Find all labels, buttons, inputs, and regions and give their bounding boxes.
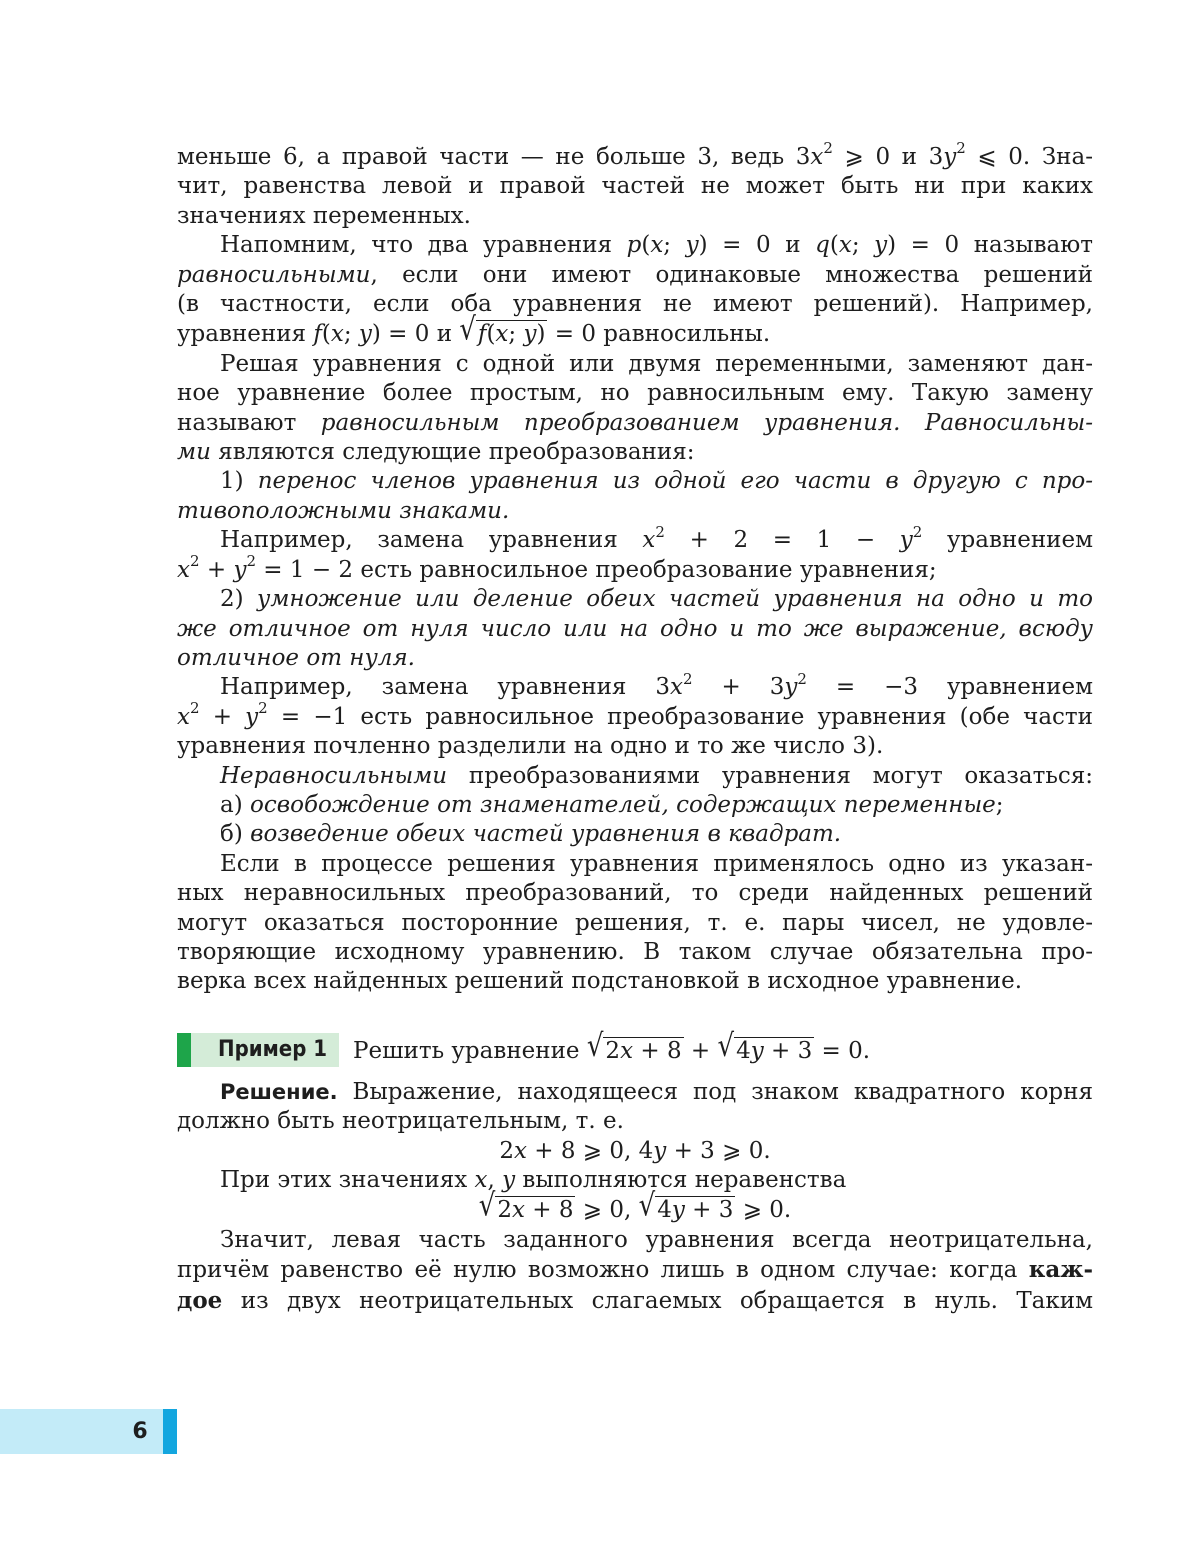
paragraph-3-line-3: называют равносильным преобразованием уравнения. Равносильны- — [177, 409, 1093, 436]
example-text-1-line-2: $x^2 + y^2 = 1 - 2$ есть равносильное преобразование уравнения; — [177, 552, 937, 583]
example-1-heading — [177, 1028, 1093, 1068]
solution-line-3: При этих значениях x, y выполняются неравенства — [220, 1167, 847, 1193]
list-item-2-line-3: отличное от нуля. — [177, 644, 415, 671]
paragraph-5-line-3: могут оказаться посторонние решения, т. е. пары чисел, не удовле- — [177, 909, 1093, 936]
paragraph-2-line-2: равносильными, если они имеют одинаковые множества решений — [177, 261, 1093, 288]
paragraph-1-line-2: чит, равенства левой и правой частей не может быть ни при каких — [177, 173, 1093, 200]
sqrt-expression: √2x + 8 — [586, 1028, 682, 1065]
example-text-2-line-2: $x^2 + y^2 = -1$ есть равносильное преобразование уравнения (обе части — [177, 699, 1093, 730]
solution-display-equation-1: 2x + 8 ⩾ 0, 4y + 3 ⩾ 0. — [499, 1137, 771, 1164]
paragraph-5-line-1: Если в процессе решения уравнения применялось одно из указан- — [220, 850, 1093, 877]
paragraph-2-line-4: уравнения f(x; y) = 0 и √f(x; y) = 0 равносильны. — [177, 312, 771, 349]
list-item-1-line-1: 1) перенос членов уравнения из одной его части в другую с про- — [220, 468, 1093, 495]
page-number: 6 — [132, 1419, 148, 1444]
page-body — [177, 139, 1094, 1316]
sqrt-expression: √4y + 3 — [638, 1188, 734, 1225]
sqrt-expression: √4y + 3 — [717, 1028, 813, 1065]
list-item-2-line-2: же отличное от нуля число или на одно и то же выражение, всюду — [177, 615, 1093, 642]
solution-line-4: Значит, левая часть заданного уравнения всегда неотрицательна, — [220, 1226, 1093, 1253]
paragraph-2-line-3: (в частности, если оба уравнения не имеют решений). Например, — [177, 291, 1093, 318]
paragraph-4-line-1: Неравносильными преобразованиями уравнения могут оказаться: — [220, 762, 1093, 789]
solution-line-5: причём равенство её нулю возможно лишь в одном случае: когда каж- — [177, 1256, 1093, 1284]
example-accent-bar — [177, 1033, 191, 1067]
paragraph-3-line-1: Решая уравнения с одной или двумя переменными, заменяют дан- — [220, 350, 1093, 377]
paragraph-1-line-1: меньше 6, а правой части — не больше 3, ведь $3x^2$ ⩾ 0 и $3y^2$ ⩽ 0. Зна- — [177, 139, 1093, 170]
paragraph-5-line-5: верка всех найденных решений подстановкой в исходное уравнение. — [177, 968, 1023, 995]
sqrt-expression: √f(x; y) — [459, 312, 546, 349]
list-item-b: б) возведение обеих частей уравнения в квадрат. — [220, 821, 842, 848]
example-text-1-line-1: Например, замена уравнения $x^2 + 2 = 1 - y^2$ уравнением — [220, 522, 1093, 554]
solution-display-equation-2: √2x + 8 ⩾ 0, √4y + 3 ⩾ 0. — [478, 1188, 792, 1225]
example-label-tag — [177, 1033, 339, 1067]
list-item-2-line-1: 2) умножение или деление обеих частей уравнения на одно и то — [220, 586, 1093, 613]
paragraph-5-line-4: творяющие исходному уравнению. В таком случае обязательна про- — [177, 938, 1093, 965]
example-text-2-line-3: уравнения почленно разделили на одно и то же число 3). — [177, 733, 884, 760]
paragraph-3-line-4: ми являются следующие преобразования: — [177, 439, 695, 466]
paragraph-1-line-3: значениях переменных. — [177, 202, 471, 229]
list-item-1-line-2: тивоположными знаками. — [177, 497, 510, 524]
solution-line-6: дое из двух неотрицательных слагаемых обращается в нуль. Таким — [177, 1286, 1093, 1314]
example-text-2-line-1: Например, замена уравнения $3x^2 + 3y^2 = -3$ уравнением — [220, 669, 1093, 701]
paragraph-3-line-2: ное уравнение более простым, но равносильным ему. Такую замену — [177, 380, 1093, 407]
example-statement: Решить уравнение √2x + 8 + √4y + 3 = 0. — [353, 1033, 870, 1068]
paragraph-2-line-1: Напомним, что два уравнения p(x; y) = 0 и q(x; y) = 0 называют — [220, 232, 1094, 259]
solution-line-2: должно быть неотрицательным, т. е. — [177, 1108, 624, 1135]
paragraph-5-line-2: ных неравносильных преобразований, то среди найденных решений — [177, 880, 1093, 907]
example-label: Пример 1 — [218, 1037, 328, 1063]
sqrt-expression: √2x + 8 — [478, 1188, 574, 1225]
solution-line-1: Решение. Выражение, находящееся под знаком квадратного корня — [220, 1078, 1093, 1105]
page-number-accent-bar — [163, 1409, 177, 1454]
list-item-a: а) освобождение от знаменателей, содержащих переменные; — [220, 791, 1004, 818]
